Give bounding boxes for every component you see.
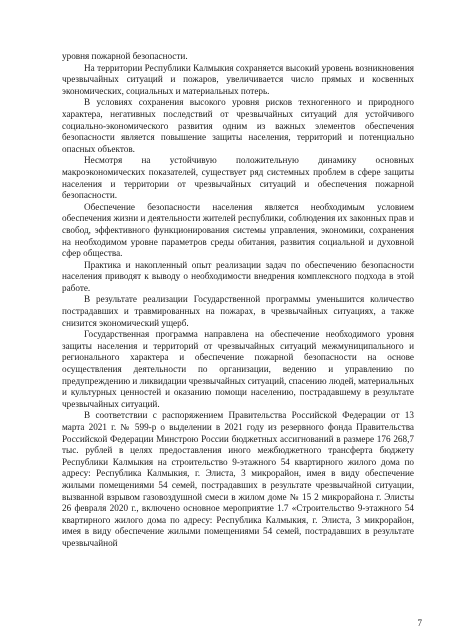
- paragraph-program-results: В результате реализации Государственной программы уменьшится количество пострадавших и травмированных на пожарах, в чрезвычайных ситуациях, а также снизится экономический ущерб.: [62, 294, 414, 328]
- document-body: [62, 51, 414, 550]
- paragraph-continuation: уровня пожарной безопасности.: [62, 51, 188, 61]
- page-number: 7: [417, 618, 422, 628]
- paragraph-government-order: В соответствии с распоряжением Правительства Российской Федерации от 13 марта 2021 г. № 599-р о выделении в 2021 году из резервного фонда Правительства Российской Федерации Минстрою России бюджетных ассигнований в размере 176 268,7 тыс. рублей в целях предоставления иного межбюджетного трансферта бюджету Республики Калмыкия на строительство 9-этажного 54 квартирного жилого дома по адресу: Республика Калмыкия, г. Элиста, 3 микрорайон, имея в виду обеспечение жилыми помещениями 54 семей, пострадавших в результате чрезвычайной ситуации, вызванной взрывом газовоздушной смеси в жилом доме № 15 2 микрорайона г. Элисты 26 февраля 2020 г., включено основное мероприятие 1.7 «Строительство 9-этажного 54 квартирного жилого дома по адресу: Республика Калмыкия, г. Элиста, 3 микрорайон, имея в виду обеспечение жилыми помещениями 54 семей, пострадавших в результате чрезвычайной: [62, 410, 414, 548]
- paragraph-program-aim: Государственная программа направлена на обеспечение необходимого уровня защиты населения и территорий от чрезвычайных ситуаций межмуниципального и регионального характера и обеспечение пожарной безопасности на основе осуществления деятельности по организации, ведению и управлению по предупреждению и ликвидации чрезвычайных ситуаций, спасению людей, материальных и культурных ценностей и оказанию помощи населению, пострадавшему в результате чрезвычайных ситуаций.: [62, 329, 414, 409]
- paragraph-risk-conditions: В условиях сохранения высокого уровня рисков техногенного и природного характера, негативных последствий от чрезвычайных ситуаций для устойчивого социально-экономического развития одним из важных элементов обеспечения безопасности является повышение защиты населения, территорий и потенциально опасных объектов.: [62, 97, 414, 154]
- paragraph-integrated-approach: Практика и накопленный опыт реализации задач по обеспечению безопасности населения приводят к выводу о необходимости внедрения комплексного подхода в этой работе.: [62, 259, 414, 293]
- paragraph-emergency-level: На территории Республики Калмыкия сохраняется высокий уровень возникновения чрезвычайных ситуаций и пожаров, увеличивается число прямых и косвенных экономических, социальных и материальных потерь.: [62, 62, 414, 96]
- paragraph-population-safety: Обеспечение безопасности населения является необходимым условием обеспечения жизни и деятельности жителей республики, соблюдения их законных прав и свобод, эффективного функционирования системы управления, экономики, сохранения на необходимом уровне параметров среды обитания, развития социальной и духовной сфер общества.: [62, 201, 414, 259]
- paragraph-systemic-problems: Несмотря на устойчивую положительную динамику основных макроэкономических показателей, существует ряд системных проблем в сфере защиты населения и территории от чрезвычайных ситуаций и обеспечения пожарной безопасности.: [62, 155, 414, 201]
